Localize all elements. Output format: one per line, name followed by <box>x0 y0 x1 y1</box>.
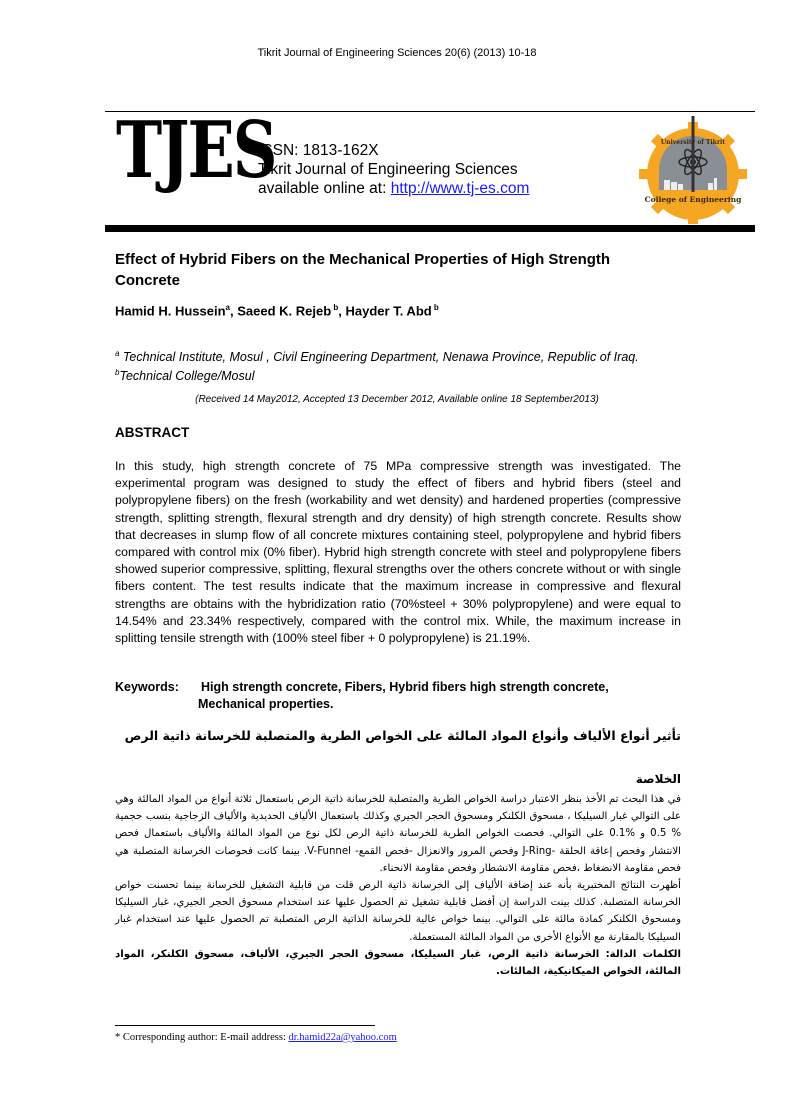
keywords <box>115 679 681 713</box>
affiliation-mark: a <box>115 349 120 358</box>
author-name: Hamid H. Hussein <box>115 303 226 319</box>
author-name: Saeed K. Rejeb <box>237 303 332 319</box>
footnote-rule <box>115 1025 375 1026</box>
affiliation <box>115 346 639 365</box>
journal-url-link[interactable]: http://www.tj-es.com <box>390 180 530 197</box>
keywords-label: Keywords: <box>115 680 179 694</box>
affiliation-text: Technical College/Mosul <box>119 369 255 384</box>
arabic-title: تأثير أنواع الألياف وأنواع المواد المالئة على الخواص الطرية والمتصلبة للخرسانة ذاتية الرص <box>124 728 681 743</box>
seal-bottom-text: College of Engineering <box>644 195 742 204</box>
author-affiliation-mark: b <box>331 303 339 312</box>
affiliations <box>115 346 639 384</box>
affiliation-mark: b <box>115 368 120 378</box>
author-name: Hayder T. Abd <box>345 303 432 319</box>
keywords-line-1: High strength concrete, Fibers, Hybrid fibers high strength concrete, <box>201 680 609 694</box>
seal-top-text: University of Tikrit <box>660 139 726 146</box>
paper-title: Effect of Hybrid Fibers on the Mechanical Properties of High Strength Concrete <box>115 251 611 289</box>
author-separator: , <box>338 303 346 319</box>
affiliation-text: Technical Institute, Mosul , Civil Engineering Department, Nenawa Province, Republic of Iraq. <box>119 350 639 365</box>
university-seal <box>634 112 752 224</box>
arabic-paragraph: في هذا البحث تم الأخذ بنظر الاعتبار دراسة الخواص الطرية والمتصلبة للخرسانة ذاتية الرص باستعمال ثلاثة أنواع من المواد المالئة وهي على التوالي غبار السيليكا ، مسحوق الكلنكر ومسحوق الحجر الجيري وكذلك باستعمال الألياف الحديدية والألياف الزجاجية بنسب حجمية % 0.5 و %0.1 على التوالي. فحصت الخواص الطرية للخرسانة ذاتية الرص لكل نوع من المواد المالئة والألياف باستعمال فحص الانتشار وفحص إعاقة الحلقة -J-Ring وفحص المرور والانعزال -فحص القمع- V-Funnel. بينما كانت فحوصات الخرسانة المتصلبة هي فحص مقاومة الانضغاط ،فحص مقاومة الانشطار وفحص مقاومة الانحناء. <box>115 794 682 874</box>
footnote-text: * Corresponding author: E-mail address: <box>115 1032 289 1043</box>
keywords-line-2: Mechanical properties. <box>198 697 334 711</box>
affiliation <box>115 365 639 384</box>
author-email-link[interactable]: dr.hamid22a@yahoo.com <box>288 1032 397 1043</box>
masthead-bottom-bar <box>105 225 755 232</box>
publication-dates: (Received 14 May2012, Accepted 13 December 2012, Available online 18 September2013) <box>195 394 599 405</box>
author-list <box>115 303 439 318</box>
running-head: Tikrit Journal of Engineering Sciences 20(6) (2013) 10-18 <box>257 47 537 59</box>
arabic-keywords: الكلمات الدالة: الخرسانة ذاتية الرص، غبار السيليكا، مسحوق الحجر الجيري، الألياف، مسحوق الكلنكر، المواد المالئة، الخواص الميكانيكية، المالئات. <box>115 948 681 978</box>
issn: ISSN: 1813-162X <box>258 142 379 159</box>
abstract-heading: ABSTRACT <box>115 425 190 440</box>
arabic-abstract-heading: الخلاصة <box>635 772 681 786</box>
author-affiliation-mark: a <box>225 303 230 312</box>
abstract-body: In this study, high strength concrete of 75 MPa compressive strength was investigated. The experimental program was designed to study the effect of fibers and hybrid fibers (steel and polypropylene fibers) on the fresh (workability and wet density) and hardened properties (compressive strength, splitting strength, flexural strength and dry density) of high strength concrete. Results show that decreases in slump flow of all concrete mixtures containing steel, polypropylene and hybrid fibers compared with control mix (0% fiber). Hybrid high strength concrete with steel and polypropylene fibers showed superior compressive, splitting, flexural strengths over the others concrete without or with single fibers content. The test results indicate that the maximum increase in compressive and flexural strengths are obtains with the hybridization ratio (70%steel + 30% polypropylene) and were equal to 14.54% and 23.34% respectively, compared with the control mix. While, the maximum increase in splitting tensile strength with (100% steel fiber + 0 polypropylene) is 21.19%. <box>115 459 681 646</box>
corresponding-author-footnote <box>115 1032 397 1043</box>
online-availability <box>258 179 529 198</box>
seal-tower <box>692 116 695 192</box>
journal-name: Tikrit Journal of Engineering Sciences <box>258 161 518 178</box>
journal-info <box>258 141 529 198</box>
arabic-paragraph: أظهرت النتائج المختبرية بأنه عند إضافة الألياف إلى الخرسانة ذاتية الرص قلت من قابلية التشغيل للخرسانة بينما تحسنت خواص الخرسانة المتصلبة. كذلك بينت الدراسة إن أفضل قابلية تشغيل تم الحصول عليها عند استخدام مسحوق الحجر الجيري، غبار السيليكا ومسحوق الكلنكر كمادة مالئة على التوالي. بينما خواص عالية للخرسانة الذاتية الرص المتصلبة تم الحصول عليها عند استخدام غبار السيليكا بالمقارنة مع الأنواع الأخرى من المواد المالئة المستعملة. <box>115 880 681 943</box>
author-affiliation-mark: b <box>431 303 439 312</box>
author-separator: , <box>229 303 238 319</box>
tjes-logo: TJES <box>116 104 276 196</box>
arabic-abstract-body <box>115 791 681 980</box>
online-label: available online at: <box>258 180 391 197</box>
